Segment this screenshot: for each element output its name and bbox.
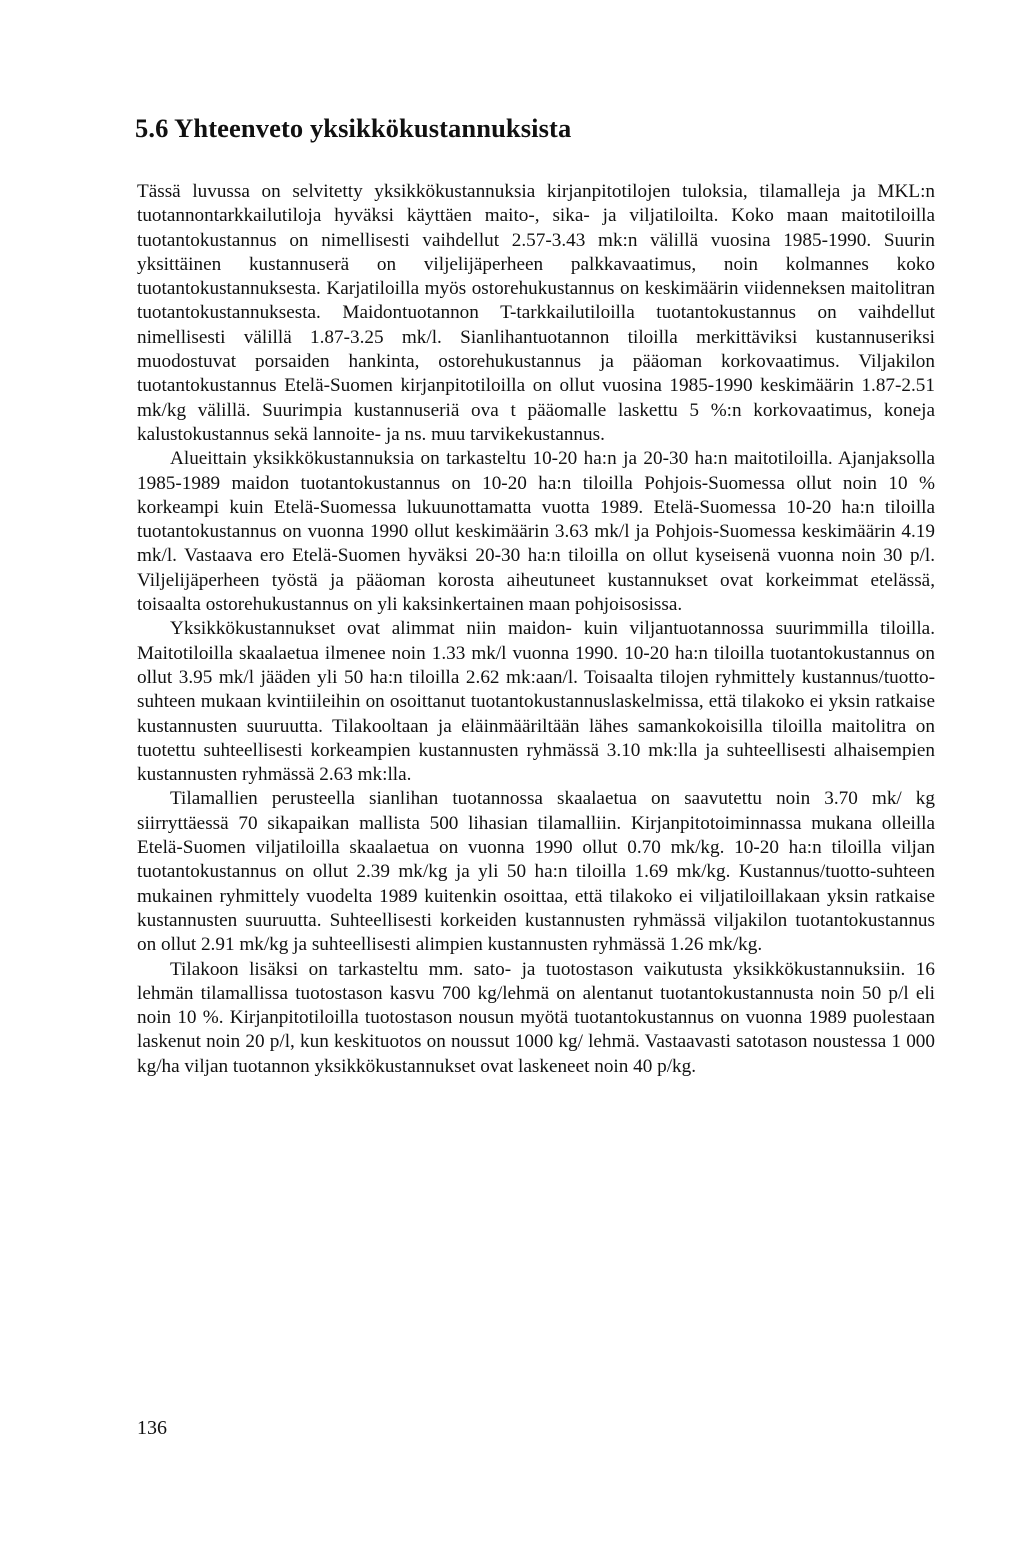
paragraph-yield: Tilakoon lisäksi on tarkasteltu mm. sato- ja tuotostason vaikutusta yksikkökustannuksiin. 16 lehmän tilamallissa tuotostason kasvu 700 kg/lehmä on alentanut tuotantokustannusta noin 50 p/l eli noin 10 %. Kirjanpitotiloilla tuotostason nousun myötä tuotantokustannus on vuonna 1989 puolestaan laskenut noin 20 p/l, kun keskituotos on noussut 1000 kg/ lehmä. Vastaavasti satotason noustessa 1 000 kg/ha viljan tuotannon yksikkökustannukset ovat laskeneet noin 40 p/kg.: [137, 958, 935, 1077]
document-page: [137, 108, 935, 1079]
page-number: 136: [137, 1417, 167, 1439]
paragraph-summary: Tässä luvussa on selvitetty yksikkökustannuksia kirjanpitotilojen tuloksia, tilamalleja ja MKL:n tuotannontarkkailutiloja hyväksi käyttäen maito-, sika- ja viljatiloilta. Koko maan maitotiloilla tuotantokustannus on nimellisesti vaihdellut 2.57-3.43 mk:n välillä vuosina 1985-1990. Suurin yksittäinen kustannuserä on viljelijäperheen palkkavaatimus, noin kolmannes koko tuotantokustannuksesta. Karjatiloilla myös ostorehukustannus on keskimäärin viidenneksen maitolitran tuotantokustannuksesta. Maidontuotannon T-tarkkailutiloilla tuotantokustannus on vaihdellut nimellisesti välillä 1.87-3.25 mk/l. Sianlihantuotannon tiloilla merkittäviksi kustannuseriksi muodostuvat porsaiden hankinta, ostorehukustannus ja pääoman korkovaatimus. Viljakilon tuotantokustannus Etelä-Suomen kirjanpitotiloilla on ollut vuosina 1985-1990 keskimäärin 1.87-2.51 mk/kg välillä. Suurimpia kustannuseriä ova t pääomalle laskettu 5 %:n korkovaatimus, koneja kalustokustannus sekä lannoite- ja ns. muu tarvikekustannus.: [137, 181, 935, 445]
paragraph-regional: Alueittain yksikkökustannuksia on tarkasteltu 10-20 ha:n ja 20-30 ha:n maitotiloilla. Ajanjaksolla 1985-1989 maidon tuotantokustannus on 10-20 ha:n tiloilla Pohjois-Suomessa ollut noin 10 % korkeampi kuin Etelä-Suomessa lukuunottamatta vuotta 1989. Etelä-Suomessa 10-20 ha:n tiloilla tuotantokustannus on vuonna 1990 ollut keskimäärin 3.63 mk/l ja Pohjois-Suomessa keskimäärin 4.19 mk/l. Vastaava ero Etelä-Suomen hyväksi 20-30 ha:n tiloilla on ollut kyseisenä vuonna noin 30 p/l. Viljelijäperheen työstä ja pääoman korosta aiheutuneet kustannukset ovat korkeimmat etelässä, toisaalta ostorehukustannus on yli kaksinkertainen maan pohjoisosissa.: [137, 448, 935, 616]
paragraph-scale: Yksikkökustannukset ovat alimmat niin maidon- kuin viljantuotannossa suurimmilla tiloilla. Maitotiloilla skaalaetua ilmenee noin 1.33 mk/l vuonna 1990. 10-20 ha:n tiloilla tuotantokustannus on ollut 3.95 mk/l jääden yli 50 ha:n tiloilla 2.62 mk:aan/l. Toisaalta tilojen ryhmittely kustannus/tuotto-suhteen mukaan kvintiileihin on osoittanut tuotantokustannuslaskelmissa, että tilakoko ei yksin ratkaise kustannusten suuruutta. Tilakooltaan ja eläinmääriltään lähes samankokoisilla tiloilla maitolitra on tuotettu suhteellisesti korkeampien kustannusten ryhmässä 3.10 mk:lla ja suhteellisesti alhaisempien kustannusten ryhmässä 2.63 mk:lla.: [137, 618, 935, 786]
paragraph-pork-grain: Tilamallien perusteella sianlihan tuotannossa skaalaetua on saavutettu noin 3.70 mk/ kg siirryttäessä 70 sikapaikan mallista 500 lihasian tilamalliin. Kirjanpitotoiminnassa mukana olleilla Etelä-Suomen viljatiloilla skaalaetua on vuonna 1990 ollut 0.70 mk/kg. 10-20 ha:n tiloilla viljan tuotantokustannus on ollut 2.39 mk/kg ja yli 50 ha:n tiloilla 1.69 mk/kg. Kustannus/tuotto-suhteen mukainen ryhmittely vuodelta 1989 kuitenkin osoittaa, että tilakoko ei viljatiloillakaan yksin ratkaise kustannusten suuruutta. Suhteellisesti korkeiden kustannusten ryhmässä viljakilon tuotantokustannus on ollut 2.91 mk/kg ja suhteellisesti alimpien kustannusten ryhmässä 1.26 mk/kg.: [137, 788, 935, 956]
section-heading: 5.6 Yhteenveto yksikkökustannuksista: [135, 113, 572, 143]
